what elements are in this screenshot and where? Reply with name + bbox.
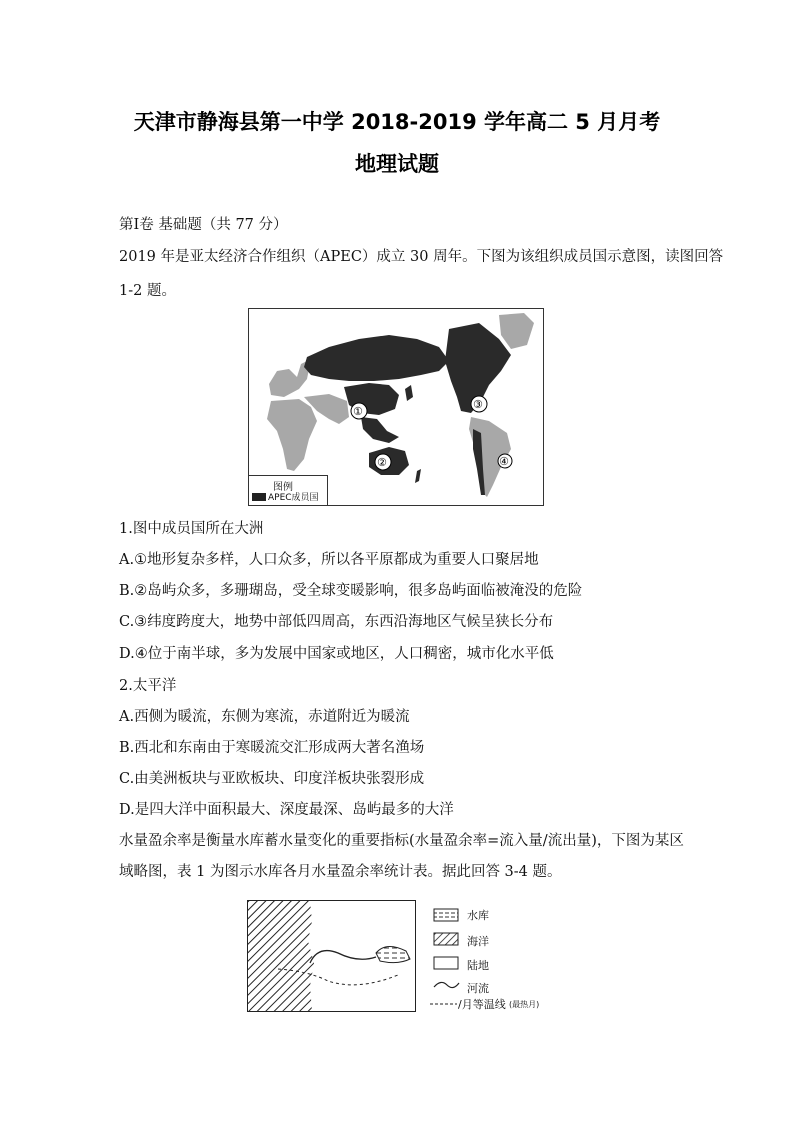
diagram-legend-swatches [433, 907, 463, 997]
question-2-stem: 2.太平洋 [119, 678, 177, 694]
land-new-zealand [415, 469, 421, 483]
question-2-option-d: D.是四大洋中面积最大、深度最深、岛屿最多的大洋 [119, 802, 454, 818]
land-greenland [499, 313, 534, 349]
page-title: 天津市静海县第一中学 2018-2019 学年高二 5 月月考 [133, 110, 661, 134]
river-line [310, 951, 376, 963]
land-japan [405, 385, 413, 401]
map-legend-title: 图例 [273, 482, 293, 493]
ocean-area [248, 901, 314, 1011]
river-swatch [434, 982, 459, 987]
legend-isotherm-note: (最热月) [509, 1000, 540, 1009]
reservoir-shape [376, 946, 410, 962]
question-1-option-c: C.③纬度跨度大，地势中部低四周高，东西沿海地区气候呈狭长分布 [119, 614, 554, 630]
question-1-option-b: B.②岛屿众多，多珊瑚岛，受全球变暖影响，很多岛屿面临被淹没的危险 [119, 583, 583, 599]
legend-land: 陆地 [467, 959, 489, 972]
land-swatch [434, 957, 458, 969]
isotherm-swatch [430, 1000, 458, 1008]
passage-2-line-2: 域略图，表 1 为图示水库各月水量盈余率统计表。据此回答 3-4 题。 [119, 864, 562, 880]
intro-line-1: 2019 年是亚太经济合作组织（APEC）成立 30 周年。下图为该组织成员国示意图，读图回答 [119, 249, 724, 265]
intro-line-2: 1-2 题。 [119, 283, 176, 299]
question-1-option-d: D.④位于南半球，多为发展中国家或地区，人口稠密，城市化水平低 [119, 646, 554, 662]
legend-reservoir: 水库 [467, 909, 489, 922]
land-africa [267, 399, 317, 471]
marker-2-label: ② [377, 456, 387, 469]
reservoir-swatch [434, 909, 458, 921]
question-1-option-a: A.①地形复杂多样，人口众多，所以各平原都成为重要人口聚居地 [119, 552, 539, 568]
marker-3-label: ③ [473, 398, 483, 411]
question-2-option-b: B.西北和东南由于寒暖流交汇形成两大著名渔场 [119, 740, 425, 756]
question-2-option-c: C.由美洲板块与亚欧板块、印度洋板块张裂形成 [119, 771, 425, 787]
marker-4-label: ④ [499, 455, 509, 468]
question-2-option-a: A.西侧为暖流，东侧为寒流，赤道附近为暖流 [119, 709, 410, 725]
apec-map [248, 308, 544, 506]
section-heading: 第Ⅰ卷 基础题（共 77 分） [119, 217, 288, 233]
passage-2-line-1: 水量盈余率是衡量水库蓄水量变化的重要指标(水量盈余率=流入量/流出量)，下图为某区 [119, 833, 684, 849]
legend-river: 河流 [467, 982, 489, 995]
marker-1-label: ① [353, 405, 363, 418]
legend-isotherm: /月等温线 [458, 998, 506, 1011]
map-legend [249, 475, 328, 506]
region-diagram [247, 900, 416, 1012]
map-legend-label: APEC成员国 [268, 493, 319, 503]
legend-ocean: 海洋 [467, 935, 489, 948]
region-diagram-graphic [248, 901, 415, 1011]
member-swatch [252, 493, 266, 501]
question-1-stem: 1.图中成员国所在大洲 [119, 521, 264, 537]
page-subtitle: 地理试题 [355, 152, 439, 176]
land-russia [304, 335, 449, 381]
ocean-swatch [434, 933, 458, 945]
land-se-asia [361, 417, 399, 443]
